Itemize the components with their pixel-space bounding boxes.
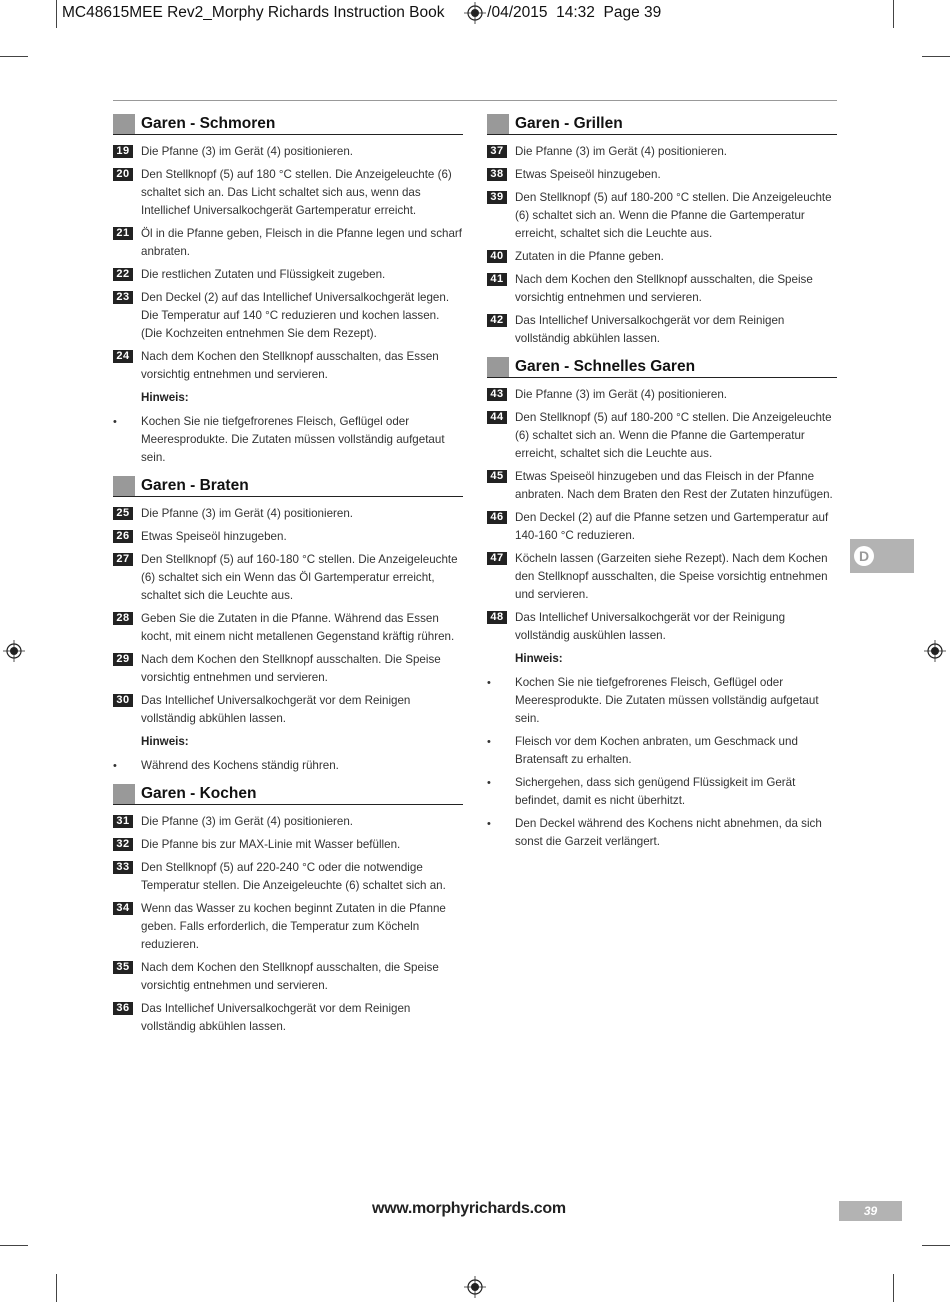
note-label: Hinweis: bbox=[515, 652, 563, 665]
language-tab-label: D bbox=[854, 546, 874, 566]
step-number: 29 bbox=[113, 653, 133, 666]
step-number: 22 bbox=[113, 268, 133, 281]
note-label: Hinweis: bbox=[141, 391, 189, 404]
step-item bbox=[113, 859, 463, 895]
crop-mark bbox=[0, 56, 28, 57]
bullet-text: Fleisch vor dem Kochen anbraten, um Geschmack und Bratensaft zu erhalten. bbox=[515, 735, 798, 766]
step-item bbox=[487, 509, 837, 545]
step-text: Das Intellichef Universalkochgerät vor der Reinigung vollständig auskühlen lassen. bbox=[515, 611, 786, 642]
footer-website: www.morphyrichards.com bbox=[372, 1200, 566, 1217]
step-number: 28 bbox=[113, 612, 133, 625]
note-label: Hinweis: bbox=[141, 735, 189, 748]
step-text: Nach dem Kochen den Stellknopf ausschalten, das Essen vorsichtig entnehmen und servieren. bbox=[141, 350, 439, 381]
step-number: 44 bbox=[487, 411, 507, 424]
step-number: 37 bbox=[487, 145, 507, 158]
instruction-section bbox=[487, 113, 837, 348]
section-heading bbox=[487, 113, 837, 135]
registration-mark-icon bbox=[464, 2, 486, 24]
step-item bbox=[113, 266, 463, 284]
note-bullet bbox=[487, 774, 837, 810]
step-number: 35 bbox=[113, 961, 133, 974]
step-number: 26 bbox=[113, 530, 133, 543]
crop-mark bbox=[893, 1274, 894, 1302]
crop-mark bbox=[922, 56, 950, 57]
section-title: Garen - Braten bbox=[141, 477, 249, 494]
bullet-dot-icon: • bbox=[487, 818, 491, 830]
note-bullet bbox=[113, 757, 463, 775]
step-text: Den Deckel (2) auf die Pfanne setzen und Gartemperatur auf 140-160 °C reduzieren. bbox=[515, 511, 829, 542]
step-text: Das Intellichef Universalkochgerät vor dem Reinigen vollständig abkühlen lassen. bbox=[141, 1002, 411, 1033]
step-text: Etwas Speiseöl hinzugeben. bbox=[515, 168, 661, 181]
step-text: Den Stellknopf (5) auf 180-200 °C stellen. Die Anzeigeleuchte (6) schaltet sich an. Wenn die Pfanne die Gartemperatur erreicht, schaltet sich die Leuchte aus. bbox=[515, 191, 832, 240]
step-number: 31 bbox=[113, 815, 133, 828]
step-item bbox=[113, 1000, 463, 1036]
heading-marker-block bbox=[113, 476, 135, 496]
step-number: 43 bbox=[487, 388, 507, 401]
registration-mark-icon bbox=[3, 640, 25, 662]
instruction-section bbox=[113, 783, 463, 1036]
step-text: Zutaten in die Pfanne geben. bbox=[515, 250, 664, 263]
step-text: Köcheln lassen (Garzeiten siehe Rezept). Nach dem Kochen den Stellknopf ausschalten, die Speise vorsichtig entnehmen und servieren. bbox=[515, 552, 828, 601]
step-text: Die restlichen Zutaten und Flüssigkeit zugeben. bbox=[141, 268, 386, 281]
step-text: Den Deckel (2) auf das Intellichef Universalkochgerät legen. Die Temperatur auf 140 °C reduzieren und kochen lassen. (Die Kochzeiten entnehmen Sie dem Rezept). bbox=[141, 291, 450, 340]
step-item bbox=[487, 189, 837, 243]
step-number: 46 bbox=[487, 511, 507, 524]
crop-mark bbox=[893, 0, 894, 28]
step-item bbox=[113, 813, 463, 831]
instruction-section bbox=[113, 475, 463, 775]
note-bullet bbox=[487, 815, 837, 851]
section-heading bbox=[113, 475, 463, 497]
bullet-dot-icon: • bbox=[487, 736, 491, 748]
section-title: Garen - Kochen bbox=[141, 785, 257, 802]
section-heading bbox=[113, 113, 463, 135]
step-item bbox=[487, 409, 837, 463]
registration-mark-icon bbox=[924, 640, 946, 662]
step-number: 30 bbox=[113, 694, 133, 707]
step-item bbox=[113, 651, 463, 687]
step-item bbox=[487, 166, 837, 184]
step-text: Das Intellichef Universalkochgerät vor dem Reinigen vollständig abkühlen lassen. bbox=[515, 314, 785, 345]
step-number: 41 bbox=[487, 273, 507, 286]
step-text: Die Pfanne bis zur MAX-Linie mit Wasser befüllen. bbox=[141, 838, 401, 851]
bullet-text: Kochen Sie nie tiefgefrorenes Fleisch, Geflügel oder Meeresprodukte. Die Zutaten müssen vollständig aufgetaut sein. bbox=[141, 415, 445, 464]
step-item bbox=[113, 505, 463, 523]
step-text: Nach dem Kochen den Stellknopf ausschalten. Die Speise vorsichtig entnehmen und servieren. bbox=[141, 653, 441, 684]
note-bullet bbox=[113, 413, 463, 467]
step-text: Die Pfanne (3) im Gerät (4) positionieren. bbox=[515, 388, 727, 401]
crop-mark bbox=[0, 1245, 28, 1246]
step-text: Das Intellichef Universalkochgerät vor dem Reinigen vollständig abkühlen lassen. bbox=[141, 694, 411, 725]
step-text: Den Stellknopf (5) auf 220-240 °C oder die notwendige Temperatur stellen. Die Anzeigeleuchte (6) schaltet sich an. bbox=[141, 861, 446, 892]
step-text: Die Pfanne (3) im Gerät (4) positionieren. bbox=[141, 815, 353, 828]
section-heading bbox=[113, 783, 463, 805]
instruction-section bbox=[113, 113, 463, 467]
step-text: Den Stellknopf (5) auf 180-200 °C stellen. Die Anzeigeleuchte (6) schaltet sich an. Wenn die Pfanne die Gartemperatur erreicht, schaltet sich die Leuchte aus. bbox=[515, 411, 832, 460]
step-number: 23 bbox=[113, 291, 133, 304]
step-text: Etwas Speiseöl hinzugeben und das Fleisch in der Pfanne anbraten. Nach dem Braten den Rest der Zutaten hinzufügen. bbox=[515, 470, 833, 501]
step-item bbox=[113, 225, 463, 261]
step-item bbox=[113, 959, 463, 995]
step-text: Nach dem Kochen den Stellknopf ausschalten, die Speise vorsichtig entnehmen und servieren. bbox=[141, 961, 439, 992]
crop-mark bbox=[56, 1274, 57, 1302]
section-title: Garen - Schnelles Garen bbox=[515, 358, 696, 375]
left-column bbox=[113, 113, 463, 1044]
step-item bbox=[487, 312, 837, 348]
step-number: 47 bbox=[487, 552, 507, 565]
step-number: 20 bbox=[113, 168, 133, 181]
step-text: Etwas Speiseöl hinzugeben. bbox=[141, 530, 287, 543]
step-number: 36 bbox=[113, 1002, 133, 1015]
step-item bbox=[487, 248, 837, 266]
step-item bbox=[487, 550, 837, 604]
crop-mark bbox=[922, 1245, 950, 1246]
step-number: 24 bbox=[113, 350, 133, 363]
right-column bbox=[487, 113, 837, 859]
step-item bbox=[113, 836, 463, 854]
print-slug-line bbox=[62, 4, 661, 22]
step-item bbox=[487, 468, 837, 504]
step-number: 27 bbox=[113, 553, 133, 566]
bullet-text: Den Deckel während des Kochens nicht abnehmen, da sich sonst die Garzeit verlängert. bbox=[515, 817, 822, 848]
step-text: Geben Sie die Zutaten in die Pfanne. Während das Essen kocht, mit einem nicht metallenen Gegenstand kräftig rühren. bbox=[141, 612, 455, 643]
bullet-dot-icon: • bbox=[487, 777, 491, 789]
step-text: Die Pfanne (3) im Gerät (4) positionieren. bbox=[515, 145, 727, 158]
step-number: 45 bbox=[487, 470, 507, 483]
step-text: Die Pfanne (3) im Gerät (4) positionieren. bbox=[141, 507, 353, 520]
step-item bbox=[113, 900, 463, 954]
print-date: /04/2015 bbox=[487, 4, 548, 21]
step-item bbox=[113, 166, 463, 220]
print-slug: MC48615MEE Rev2_Morphy Richards Instruction Book bbox=[62, 4, 445, 21]
step-item bbox=[113, 692, 463, 728]
section-title: Garen - Schmoren bbox=[141, 115, 276, 132]
step-item bbox=[487, 609, 837, 645]
page-number: 39 bbox=[839, 1201, 902, 1221]
bullet-text: Während des Kochens ständig rühren. bbox=[141, 759, 339, 772]
bullet-dot-icon: • bbox=[113, 416, 117, 428]
top-rule bbox=[113, 100, 837, 101]
print-page-label: Page 39 bbox=[603, 4, 662, 21]
step-text: Den Stellknopf (5) auf 160-180 °C stellen. Die Anzeigeleuchte (6) schaltet sich ein Wenn das Öl Gartemperatur erreicht, schaltet sich die Leuchte aus. bbox=[141, 553, 458, 602]
step-item bbox=[113, 528, 463, 546]
step-item bbox=[113, 348, 463, 384]
bullet-dot-icon: • bbox=[487, 677, 491, 689]
step-number: 48 bbox=[487, 611, 507, 624]
section-heading bbox=[487, 356, 837, 378]
step-number: 33 bbox=[113, 861, 133, 874]
step-text: Nach dem Kochen den Stellknopf ausschalten, die Speise vorsichtig entnehmen und servieren. bbox=[515, 273, 813, 304]
registration-mark-icon bbox=[464, 1276, 486, 1298]
step-item bbox=[113, 610, 463, 646]
step-text: Öl in die Pfanne geben, Fleisch in die Pfanne legen und scharf anbraten. bbox=[141, 227, 462, 258]
step-item bbox=[113, 551, 463, 605]
section-title: Garen - Grillen bbox=[515, 115, 623, 132]
note-bullet bbox=[487, 674, 837, 728]
step-text: Den Stellknopf (5) auf 180 °C stellen. Die Anzeigeleuchte (6) schaltet sich an. Das Licht schaltet sich aus, wenn das Intellichef Universalkochgerät Gartemperatur erreicht. bbox=[141, 168, 452, 217]
step-item bbox=[113, 289, 463, 343]
step-number: 25 bbox=[113, 507, 133, 520]
step-item bbox=[487, 271, 837, 307]
note-bullet bbox=[487, 733, 837, 769]
crop-mark bbox=[56, 0, 57, 28]
bullet-text: Kochen Sie nie tiefgefrorenes Fleisch, Geflügel oder Meeresprodukte. Die Zutaten müssen vollständig aufgetaut sein. bbox=[515, 676, 819, 725]
step-number: 32 bbox=[113, 838, 133, 851]
step-number: 42 bbox=[487, 314, 507, 327]
step-number: 39 bbox=[487, 191, 507, 204]
heading-marker-block bbox=[113, 784, 135, 804]
heading-marker-block bbox=[487, 114, 509, 134]
bullet-dot-icon: • bbox=[113, 760, 117, 772]
step-number: 38 bbox=[487, 168, 507, 181]
step-number: 34 bbox=[113, 902, 133, 915]
bullet-text: Sichergehen, dass sich genügend Flüssigkeit im Gerät befindet, damit es nicht überhitzt. bbox=[515, 776, 796, 807]
heading-marker-block bbox=[113, 114, 135, 134]
language-tab bbox=[850, 539, 914, 573]
instruction-section bbox=[487, 356, 837, 851]
step-item bbox=[487, 143, 837, 161]
step-item bbox=[487, 386, 837, 404]
step-text: Wenn das Wasser zu kochen beginnt Zutaten in die Pfanne geben. Falls erforderlich, die Temperatur zum Köcheln reduzieren. bbox=[141, 902, 446, 951]
step-number: 21 bbox=[113, 227, 133, 240]
step-text: Die Pfanne (3) im Gerät (4) positionieren. bbox=[141, 145, 353, 158]
heading-marker-block bbox=[487, 357, 509, 377]
step-number: 19 bbox=[113, 145, 133, 158]
step-number: 40 bbox=[487, 250, 507, 263]
print-time: 14:32 bbox=[556, 4, 595, 21]
step-item bbox=[113, 143, 463, 161]
